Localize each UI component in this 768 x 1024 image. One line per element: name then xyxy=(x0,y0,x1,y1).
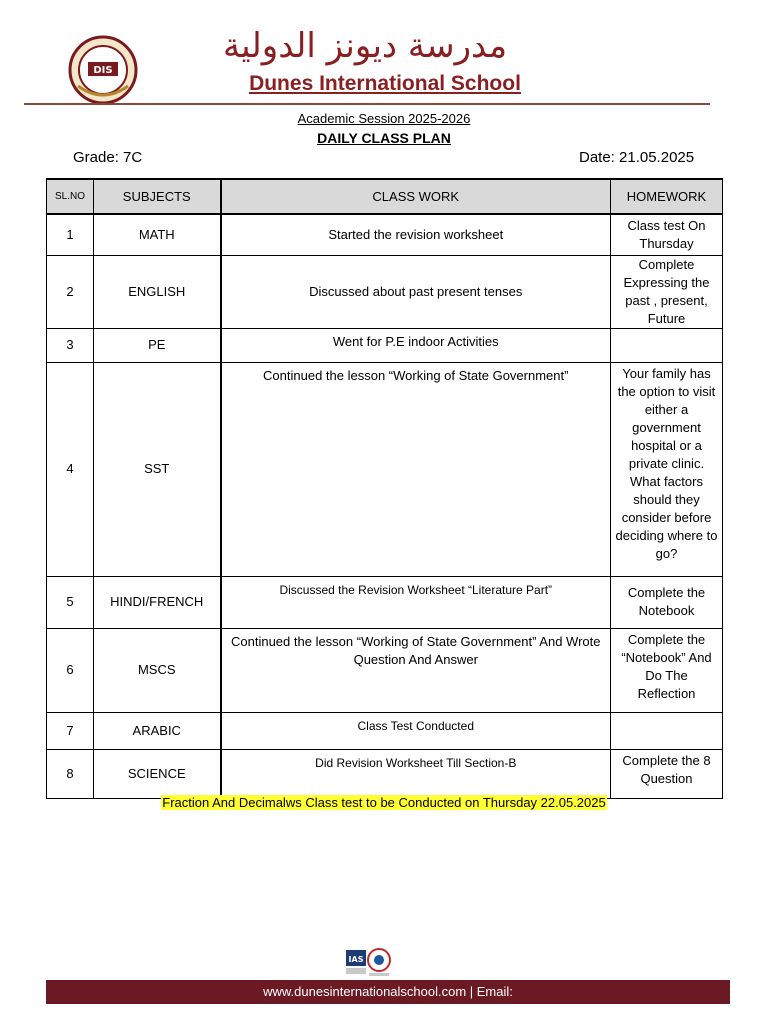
table-row xyxy=(47,576,723,628)
row-subject: PE xyxy=(94,328,221,362)
row-homework: Your family has the option to visit either a government hospital or a private clinic. What factors should they consider before deciding where to go? xyxy=(611,362,723,576)
row-homework xyxy=(611,328,723,362)
row-sl: 1 xyxy=(47,214,94,255)
table-row xyxy=(47,214,723,255)
ias-badge-text: IAS xyxy=(348,955,364,964)
header-homework: HOMEWORK xyxy=(611,179,723,214)
plan-title: DAILY CLASS PLAN xyxy=(317,130,451,146)
row-subject: MATH xyxy=(94,214,221,255)
row-sl: 4 xyxy=(47,362,94,576)
footer-bar: www.dunesinternationalschool.com | Email: xyxy=(46,980,730,1004)
row-classwork: Class Test Conducted xyxy=(221,712,611,749)
header-subjects: SUBJECTS xyxy=(94,179,221,214)
row-homework xyxy=(611,712,723,749)
row-sl: 5 xyxy=(47,576,94,628)
table-row xyxy=(47,328,723,362)
row-classwork: Continued the lesson “Working of State Government” xyxy=(221,362,611,576)
row-sl: 8 xyxy=(47,749,94,798)
school-name: Dunes International School xyxy=(249,72,521,95)
row-sl: 6 xyxy=(47,628,94,712)
row-homework: Complete the 8 Question xyxy=(611,749,723,798)
accreditation-badges xyxy=(345,946,393,978)
logo-text: DIS xyxy=(93,65,113,76)
row-subject: HINDI/FRENCH xyxy=(94,576,221,628)
class-plan-table xyxy=(46,178,723,799)
school-name-arabic: مدرسة ديونز الدولية xyxy=(222,26,508,66)
table-row xyxy=(47,362,723,576)
grade-label: Grade: 7C xyxy=(73,149,143,166)
table-row xyxy=(47,712,723,749)
school-logo xyxy=(66,34,140,106)
academic-session: Academic Session 2025-2026 xyxy=(297,111,471,126)
notice-text: Fraction And Decimalws Class test to be Conducted on Thursday 22.05.2025 xyxy=(162,795,606,810)
row-subject: ENGLISH xyxy=(94,255,221,328)
row-subject: ARABIC xyxy=(94,712,221,749)
table-row xyxy=(47,255,723,328)
row-sl: 3 xyxy=(47,328,94,362)
row-classwork: Did Revision Worksheet Till Section-B xyxy=(221,749,611,798)
row-classwork: Continued the lesson “Working of State Government” And Wrote Question And Answer xyxy=(221,628,611,712)
row-sl: 2 xyxy=(47,255,94,328)
row-homework: Class test On Thursday xyxy=(611,214,723,255)
table-header-row xyxy=(47,179,723,214)
row-classwork: Went for P.E indoor Activities xyxy=(221,328,611,362)
row-homework: Complete the “Notebook” And Do The Reflection xyxy=(611,628,723,712)
row-classwork: Discussed about past present tenses xyxy=(221,255,611,328)
table-row xyxy=(47,749,723,798)
row-subject: MSCS xyxy=(94,628,221,712)
row-classwork: Discussed the Revision Worksheet “Literature Part” xyxy=(221,576,611,628)
header-divider xyxy=(24,103,710,105)
row-subject: SCIENCE xyxy=(94,749,221,798)
row-classwork: Started the revision worksheet xyxy=(221,214,611,255)
date-label: Date: 21.05.2025 xyxy=(579,149,695,166)
test-notice xyxy=(0,795,768,810)
row-sl: 7 xyxy=(47,712,94,749)
row-homework: Complete the Notebook xyxy=(611,576,723,628)
header-sl-no: SL.NO xyxy=(47,179,94,214)
table-row xyxy=(47,628,723,712)
row-homework: Complete Expressing the past , present, Future xyxy=(611,255,723,328)
row-subject: SST xyxy=(94,362,221,576)
header-class-work: CLASS WORK xyxy=(221,179,611,214)
